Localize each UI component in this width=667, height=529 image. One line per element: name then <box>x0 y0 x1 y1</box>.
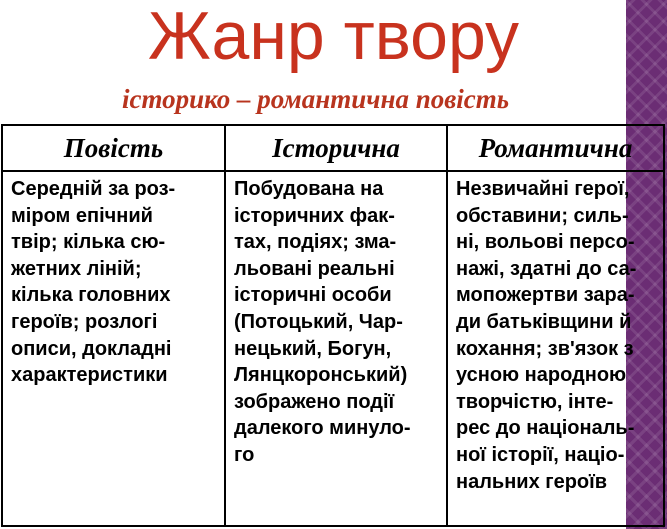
cell-istorychna-description: Побудована на історичних фак- тах, подіях; зма- льовані реальні історичні особи (Потоцький, Чар- нецький, Богун, Лянцкоронський) зображено події далекого минуло- го <box>225 171 447 526</box>
header-povist: Повість <box>2 125 225 171</box>
cell-romantychna-description: Незвичайні герої, обставини; силь- ні, вольові персо- нажі, здатні до са- мопожертви зара- ди батьківщини й кохання; зв'язок з усною народною творчістю, інте- рес до національ- ної історії, націо- нальних героїв <box>447 171 664 526</box>
table-header-row <box>2 125 664 171</box>
table-row <box>2 171 664 526</box>
genre-table <box>1 124 665 527</box>
slide-subtitle: історико – романтична повість <box>122 84 510 114</box>
header-romantychna: Романтична <box>447 125 664 171</box>
header-istorychna: Історична <box>225 125 447 171</box>
slide-title: Жанр твору <box>147 0 519 74</box>
cell-povist-description: Середній за роз- міром епічний твір; кілька сю- жетних ліній; кілька головних героїв; розлогі описи, докладні характеристики <box>2 171 225 526</box>
